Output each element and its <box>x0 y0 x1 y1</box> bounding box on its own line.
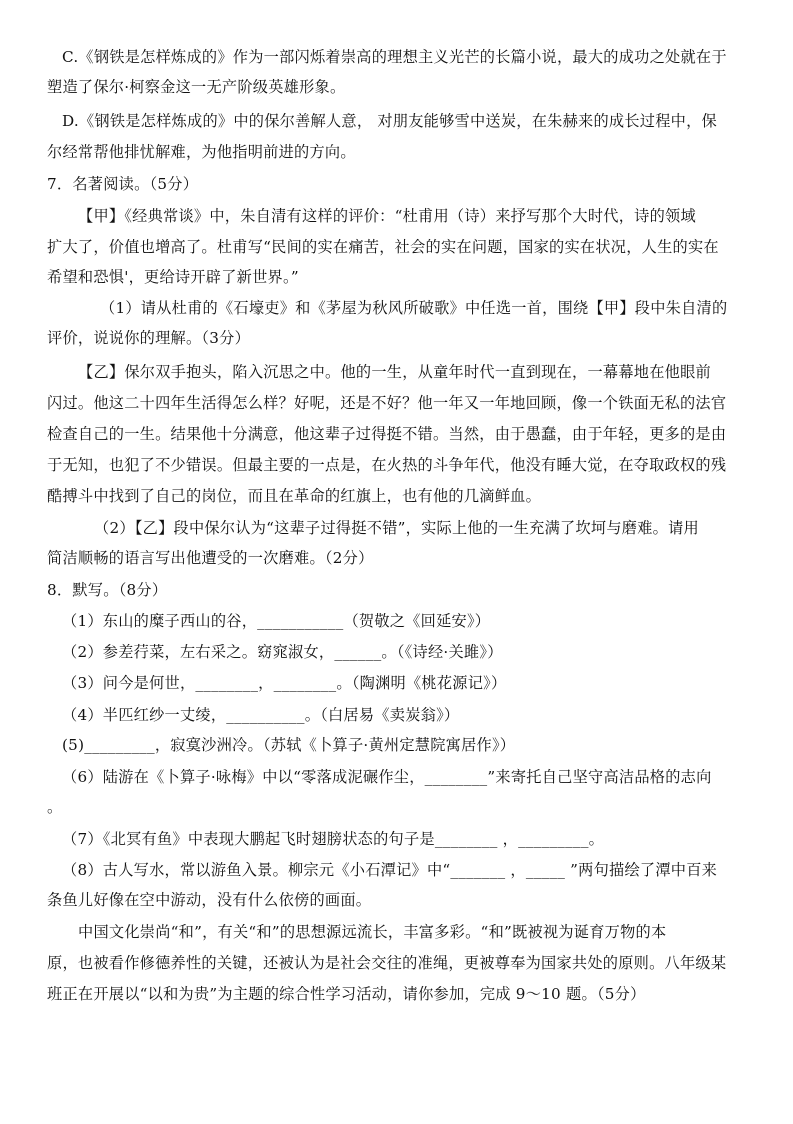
passage-yi-line-5: 酷搏斗中找到了自己的岗位，而且在革命的红旗上，也有他的几滴鲜血。 <box>47 487 541 505</box>
dictation-item-6-line-2: 。 <box>47 798 63 816</box>
option-d-line-2: 尔经常帮他排忧解难，为他指明前进的方向。 <box>47 143 356 161</box>
dictation-item-1: （1）东山的糜子西山的谷，___________（贺敬之《回延安》） <box>62 612 491 630</box>
question-7-1-line-2: 评价，说说你的理解。（3分） <box>47 329 251 347</box>
intro-paragraph-line-1: 中国文化崇尚“和”，有关“和”的思想源远流长，丰富多彩。“和”既被视为诞育万物的本 <box>78 923 667 941</box>
question-8-heading: 8．默写。（8分） <box>47 581 168 599</box>
option-c-line-1: C.《钢铁是怎样炼成的》作为一部闪烁着崇高的理想主义光芒的长篇小说，最大的成功之处就在于 <box>62 48 727 66</box>
option-d-line-1: D.《钢铁是怎样炼成的》中的保尔善解人意， 对朋友能够雪中送炭，在朱赫来的成长过程中，保 <box>62 112 717 130</box>
dictation-item-7: （7）《北冥有鱼》中表现大鹏起飞时翅膀状态的句子是________ ，_________。 <box>62 830 605 848</box>
dictation-item-2: （2）参差荇菜，左右采之。窈窕淑女，______。（《诗经·关雎》） <box>62 643 503 661</box>
dictation-item-4: （4）半匹红纱一丈绫，__________。（白居易《卖炭翁》） <box>62 706 460 724</box>
question-7-heading: 7．名著阅读。（5分） <box>47 175 199 193</box>
passage-yi-line-2: 闪过。他这二十四年生活得怎么样？好呢，还是不好？他一年又一年地回顾，像一个铁面无私的法官 <box>47 394 727 412</box>
passage-jia-line-2: 扩大了，价值也增高了。杜甫写“民间的实在痛苦，社会的实在问题，国家的实在状况，人生的实在 <box>47 238 719 256</box>
dictation-item-8-line-2: 条鱼儿好像在空中游动，没有什么依傍的画面。 <box>47 891 372 909</box>
intro-paragraph-line-2: 原，也被看作修德养性的关键，还被认为是社会交往的准绳，更被尊奉为国家共处的原则。八年级某 <box>47 954 727 972</box>
question-7-1-line-1: （1）请从杜甫的《石壕吏》和《茅屋为秋风所破歌》中任选一首，围绕【甲】段中朱自清的 <box>100 299 728 317</box>
dictation-item-5: (5)_________，寂寞沙洲冷。（苏轼《卜算子·黄州定慧院寓居作》） <box>62 736 516 754</box>
dictation-item-8-line-1: （8）古人写水，常以游鱼入景。柳宗元《小石潭记》中“_______ ，_____ ”两句描绘了潭中百来 <box>62 861 718 879</box>
dictation-item-3: （3）问今是何世，________，________。（陶渊明《桃花源记》） <box>62 674 507 692</box>
dictation-item-6-line-1: （6）陆游在《卜算子·咏梅》中以“零落成泥碾作尘，________”来寄托自己坚守高洁品格的志向 <box>62 768 712 786</box>
passage-yi-line-3: 检查自己的一生。结果他十分满意，他这辈子过得挺不错。当然，由于愚蠢，由于年轻，更多的是由 <box>47 425 727 443</box>
passage-yi-line-1: 【乙】保尔双手抱头，陷入沉思之中。他的一生，从童年时代一直到现在，一幕幕地在他眼前 <box>78 363 711 381</box>
question-7-2-line-1: （2）【乙】段中保尔认为“这辈子过得挺不错”，实际上他的一生充满了坎坷与磨难。请用 <box>94 519 699 537</box>
passage-jia-line-3: 希望和恐惧'，更给诗开辟了新世界。” <box>47 268 299 286</box>
passage-jia-line-1: 【甲】《经典常谈》中，朱自清有这样的评价：“杜甫用（诗）来抒写那个大时代，诗的领域 <box>78 207 696 225</box>
intro-paragraph-line-3: 班正在开展以“以和为贵”为主题的综合性学习活动，请你参加，完成 9～10 题。（5分） <box>47 985 646 1003</box>
passage-yi-line-4: 于无知，也犯了不少错误。但最主要的一点是，在火热的斗争年代，他没有睡大觉，在夺取政权的残 <box>47 456 727 474</box>
question-7-2-line-2: 简洁顺畅的语言写出他遭受的一次磨难。（2分） <box>47 549 374 567</box>
option-c-line-2: 塑造了保尔·柯察金这一无产阶级英雄形象。 <box>47 78 346 96</box>
